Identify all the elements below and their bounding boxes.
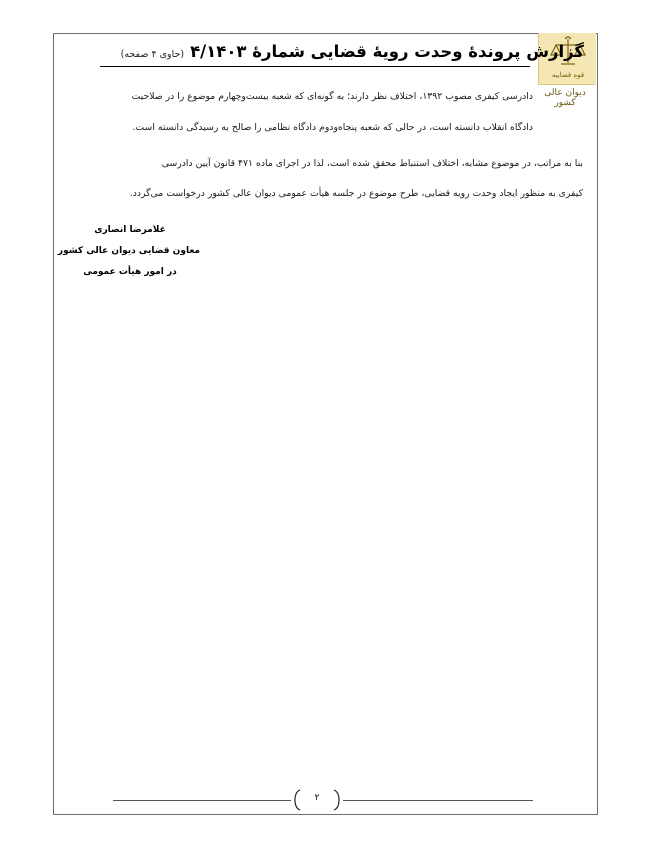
page-number-box (292, 789, 342, 811)
footer-rule-right (343, 800, 533, 801)
signatory-title-2: در امور هیأت عمومی (83, 267, 177, 277)
paragraph-line-3: بنا به مراتب، در موضوع مشابه، اختلاف استنباط محقق شده است، لذا در اجرای ماده ۴۷۱ قانون آیین دادرسی (161, 158, 583, 169)
paragraph-line-2: دادگاه انقلاب دانسته است، در حالی که شعبه پنجاه‌ودوم دادگاه نظامی را صالح به رسیدگی دانسته است. (132, 122, 533, 133)
page-frame (53, 33, 598, 815)
logo-org-name: دیوان عالی کشور (544, 88, 586, 108)
page-number: ۲ (314, 793, 320, 803)
paragraph-line-4: کیفری به منظور ایجاد وحدت رویه قضایی، طرح موضوع در جلسه هیأت عمومی دیوان عالی کشور درخواست می‌گردد. (129, 188, 583, 199)
page-count-note: (حاوی ۴ صفحه) (120, 49, 185, 60)
footer-rule-left (113, 800, 291, 801)
signatory-title-1: معاون قضایی دیوان عالی کشور (57, 246, 200, 256)
page-title: گزارش پروندهٔ وحدت رویهٔ قضایی شمارهٔ ۴/۱۴۰۳ (190, 42, 584, 61)
paragraph-line-1: دادرسی کیفری مصوب ۱۳۹۲، اختلاف نظر دارند؛ به گونه‌ای که شعبه بیست‌وچهارم موضوع را در صلاحیت (131, 91, 533, 102)
title-underline (100, 66, 530, 67)
logo-motto: قوه قضاییه (551, 71, 585, 79)
title-row (121, 42, 584, 66)
signatory-name: غلامرضا انصاری (94, 225, 166, 235)
